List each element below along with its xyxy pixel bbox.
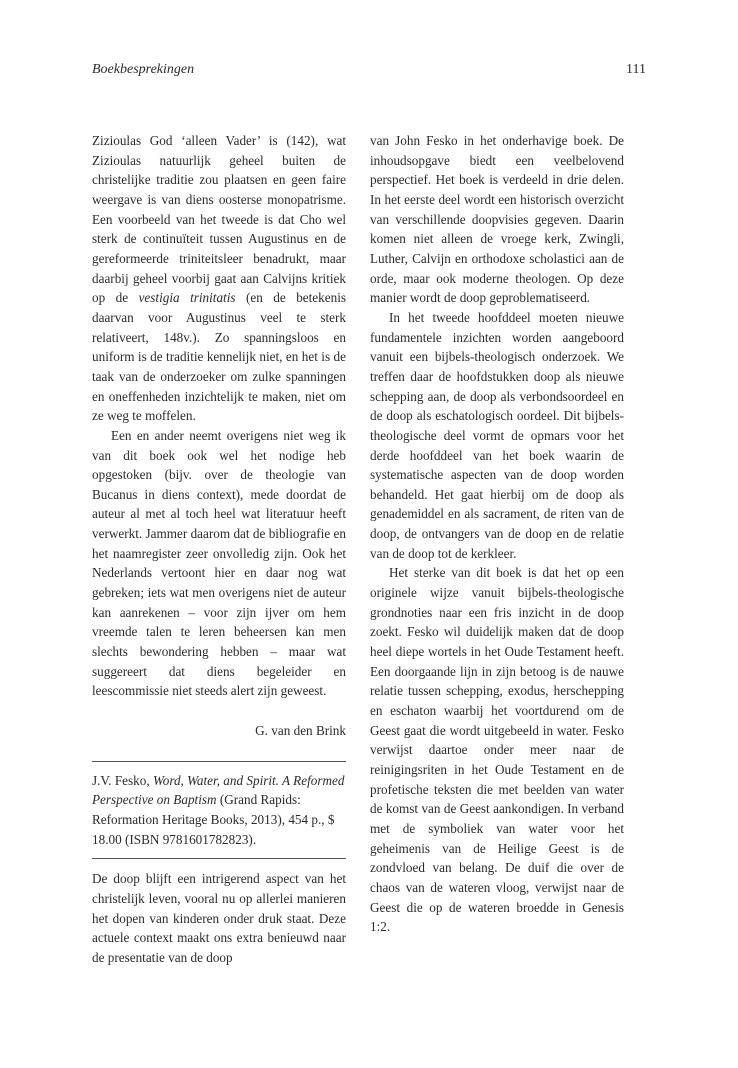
left-paragraph-1-end: (en de betekenis daarvan voor Augustinus veel te sterk relativeert, 148v.). Zo spanningsloos en uniform is de traditie kennelijk niet, en het is de taak van de onderzoeker om zulke spanningen en oneffenheden inzichtelijk te maken, niet om ze weg te moffelen.	[92, 290, 346, 424]
bibliography-title: Word, Water, and Spirit. A Reformed Perspective on Baptism	[92, 772, 345, 808]
page-number: 111	[626, 62, 646, 77]
bibliography-details: 454 p., $ 18.00 (ISBN 9781601782823).	[92, 812, 335, 847]
left-paragraph-2: Een en ander neemt overigens niet weg ik van dit boek ook wel het nodige heb opgestoken (bijv. over de theologie van Bucanus in diens context), mede doordat de auteur al met al toch heel wat literatuur heeft verwerkt. Jammer daarom dat de bibliografie en het naamregister zeer onvolledig zijn. Ook het Nederlands vertoont hier en daar nog wat gebreken; iets wat men overigens niet de auteur kan aanrekenen – voor zijn ijver om hem vreemde talen te leren beheersen kan men slechts bewondering hebben – maar wat suggereert dat diens begeleider en leescommissie niet steeds alert zijn geweest.	[92, 427, 346, 699]
running-head: Boekbesprekingen	[92, 62, 195, 77]
bibliography-entry	[92, 771, 346, 850]
bibliography-rule-bottom	[92, 858, 346, 859]
bibliography-rule-top	[92, 761, 346, 762]
right-paragraph-3: Het sterke van dit boek is dat het op een originele wijze vanuit bijbels-theologische grondnoties naar een fris inzicht in de doop zoekt. Fesko wil duidelijk maken dat de doop heel diepe wortels in het Oude Testament heeft. Een doorgaande lijn in zijn betoog is de nauwe relatie tussen schepping, exodus, herschepping en eschaton waarbij het voortdurend om de Geest gaat die wordt uitgebeeld in water. Fesko verwijst daartoe onder meer naar de reinigingsriten in het Oude Testament en de profetische teksten die met beelden van water de komst van de Geest aankondigen. In verband met de symboliek van water voor het geheimenis van de Heilige Geest is de zondvloed van belang. De duif die over de chaos van de wateren vloog, verwijst naar de Geest die op de wateren broedde in Genesis 1:2.	[370, 565, 624, 935]
left-column	[92, 131, 346, 968]
left-paragraph-3: De doop blijft een intrigerend aspect van het christelijk leven, vooral nu op allerlei manieren het dopen van kinderen onder druk staat. Deze actuele context maakt ons extra benieuwd naar de presentatie van de doop	[92, 871, 346, 965]
bibliography-author: J.V. Fesko,	[92, 772, 150, 788]
left-paragraph-1-text: Zizioulas God ‘alleen Vader’ is (142), wat Zizioulas natuurlijk geheel buiten de christelijke traditie zou plaatsen en geen faire weergave is van diens oosterse monopatrisme. Een voorbeeld van het tweede is dat Cho wel sterk de continuïteit tussen Augustinus en de gereformeerde triniteitsleer benadrukt, maar daarbij geheel voorbij gaat aan Calvijns kritiek op de	[92, 133, 346, 306]
left-paragraph-1	[92, 131, 346, 426]
left-paragraph-1-emphasis: vestigia trinitatis	[138, 290, 236, 306]
bibliography-citation	[92, 771, 346, 850]
right-paragraph-1: van John Fesko in het onderhavige boek. De inhoudsopgave biedt een veelbelovend perspectief. Het boek is verdeeld in drie delen. In het eerste deel wordt een historisch overzicht van verschillende doopvisies gegeven. Daarin komen niet alleen de vroege kerk, Zwingli, Luther, Calvijn en orthodoxe scholastici aan de orde, maar ook moderne theologen. Op deze manier wordt de doop geproblematiseerd.	[370, 133, 624, 306]
bibliography-publication: (Grand Rapids: Reformation Heritage Books, 2013),	[92, 792, 301, 827]
right-paragraph-2: In het tweede hoofddeel moeten nieuwe fundamentele inzichten worden aangeboord vanuit een bijbels-theologisch onderzoek. We treffen daar de hoofdstukken doop als nieuwe schepping aan, de doop als verbondsoordeel en de doop als eschatologisch oordeel. Dit bijbels-theologische deel vormt de opmars voor het derde hoofddeel van het boek waarin de systematische aspecten van de doop worden behandeld. Het gaat hierbij om de doop als genademiddel en als sacrament, de riten van de doop, de ontvangers van de doop en de relatie van de doop tot de kerkleer.	[370, 309, 624, 561]
review-signature: G. van den Brink	[255, 723, 346, 739]
right-column	[370, 131, 624, 937]
